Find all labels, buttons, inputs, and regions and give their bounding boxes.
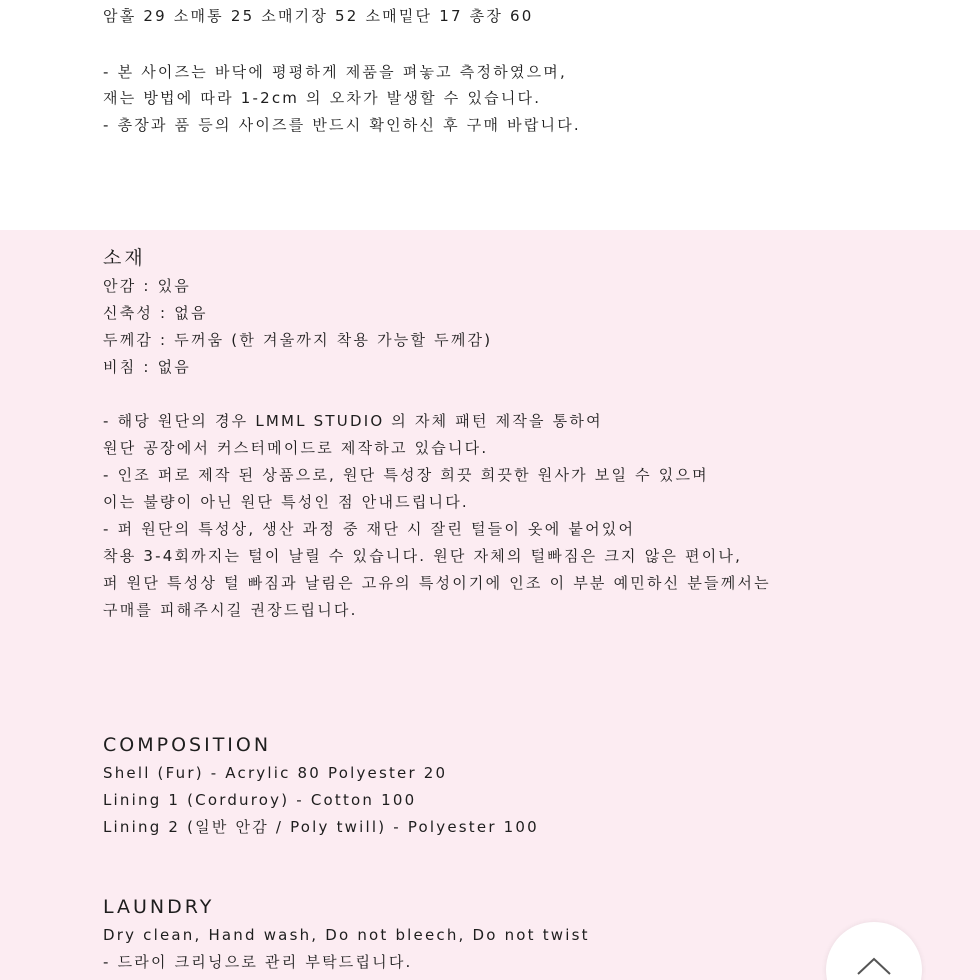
material-note: - 해당 원단의 경우 LMML STUDIO 의 자체 패턴 제작을 통하여 bbox=[103, 412, 603, 430]
composition-title: COMPOSITION bbox=[103, 734, 272, 756]
material-note: - 퍼 원단의 특성상, 생산 과정 중 재단 시 잘린 털들이 옷에 붙어있어 bbox=[103, 520, 636, 538]
material-note: 구매를 피해주시길 권장드립니다. bbox=[103, 601, 358, 619]
laundry-title: LAUNDRY bbox=[103, 896, 215, 918]
material-note: - 인조 퍼로 제작 된 상품으로, 원단 특성장 희끗 희끗한 원사가 보일 수 있으며 bbox=[103, 466, 709, 484]
material-title: 소재 bbox=[103, 247, 146, 269]
notice-line: 재는 방법에 따라 1-2cm 의 오차가 발생할 수 있습니다. bbox=[103, 89, 542, 107]
material-note: 원단 공장에서 커스터메이드로 제작하고 있습니다. bbox=[103, 439, 489, 457]
size-section bbox=[0, 0, 980, 230]
material-spec: 안감 : 있음 bbox=[103, 277, 191, 295]
material-spec: 비침 : 없음 bbox=[103, 358, 191, 376]
laundry-item: Dry clean, Hand wash, Do not bleech, Do not twist bbox=[103, 926, 590, 944]
laundry-item: - 드라이 크리닝으로 관리 부탁드립니다. bbox=[103, 953, 413, 971]
material-note: 이는 불량이 아닌 원단 특성인 점 안내드립니다. bbox=[103, 493, 469, 511]
material-spec: 신축성 : 없음 bbox=[103, 304, 208, 322]
composition-item: Shell (Fur) - Acrylic 80 Polyester 20 bbox=[103, 764, 448, 782]
composition-item: Lining 1 (Corduroy) - Cotton 100 bbox=[103, 791, 417, 809]
chevron-up-icon bbox=[856, 956, 892, 976]
material-note: 착용 3-4회까지는 털이 날릴 수 있습니다. 원단 자체의 털빠짐은 크지 않은 편이나, bbox=[103, 547, 743, 565]
material-spec: 두께감 : 두꺼움 (한 겨울까지 착용 가능할 두께감) bbox=[103, 331, 493, 349]
notice-line: - 본 사이즈는 바닥에 평평하게 제품을 펴놓고 측정하였으며, bbox=[103, 63, 567, 81]
measurements-line: 암홀 29 소매통 25 소매기장 52 소매밑단 17 총장 60 bbox=[103, 7, 534, 25]
notice-line: - 총장과 품 등의 사이즈를 반드시 확인하신 후 구매 바랍니다. bbox=[103, 116, 581, 134]
material-note: 퍼 원단 특성상 털 빠짐과 날림은 고유의 특성이기에 인조 이 부분 예민하신 분들께서는 bbox=[103, 574, 771, 592]
composition-item: Lining 2 (일반 안감 / Poly twill) - Polyester 100 bbox=[103, 818, 539, 836]
